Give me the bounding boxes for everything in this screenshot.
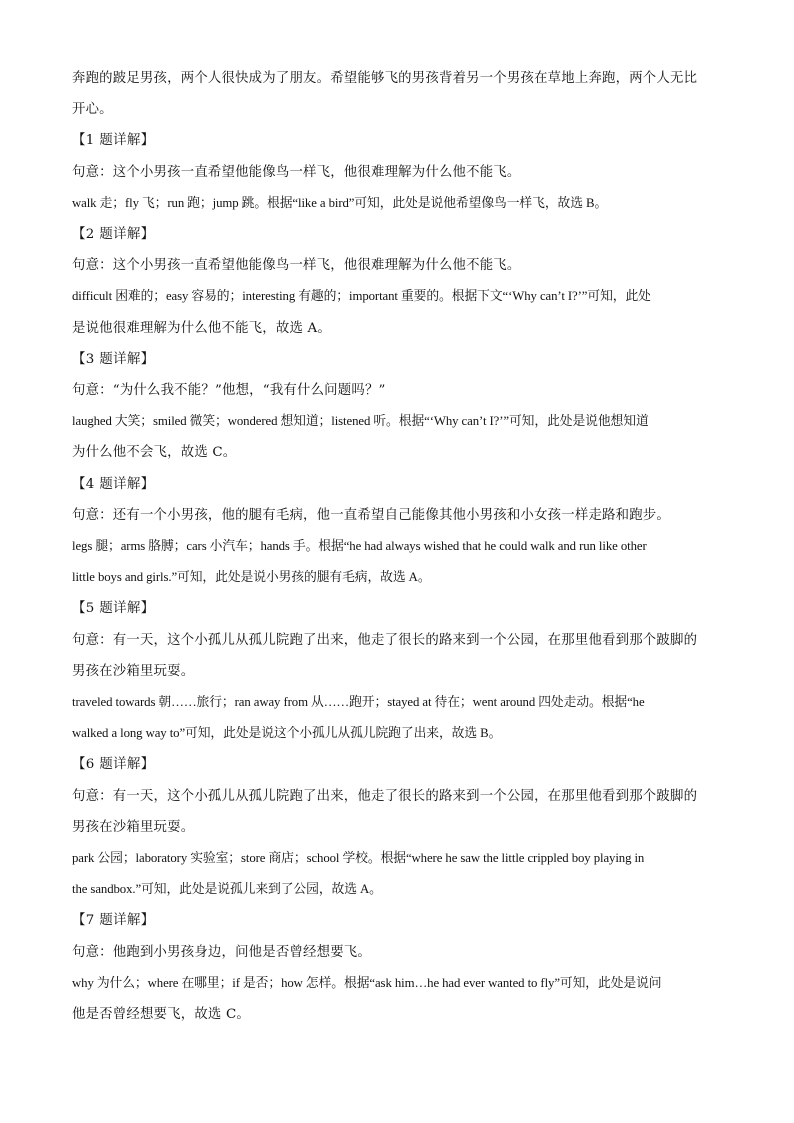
paragraph-line: traveled towards 朝……旅行；ran away from 从……跑开；stayed at 待在；went around 四处走动。根据“he xyxy=(72,695,645,710)
paragraph-line: laughed 大笑；smiled 微笑；wondered 想知道；listened 听。根据“‘Why can’t I?’”可知，此处是说他想知道 xyxy=(72,414,649,429)
paragraph-line: 奔跑的跛足男孩，两个人很快成为了朋友。希望能够飞的男孩背着另一个男孩在草地上奔跑，两个人无比 xyxy=(72,71,698,86)
document-page xyxy=(72,63,722,1030)
paragraph-line: walked a long way to”可知，此处是说这个小孤儿从孤儿院跑了出来，故选 B。 xyxy=(72,726,502,741)
question-heading: 【5 题详解】 xyxy=(72,601,155,617)
paragraph-line: legs 腿；arms 胳膊；cars 小汽车；hands 手。根据“he had always wished that he could walk and run like other xyxy=(72,539,647,554)
paragraph-line: walk 走；fly 飞；run 跑；jump 跳。根据“like a bird”可知，此处是说他希望像鸟一样飞，故选 B。 xyxy=(72,195,608,210)
paragraph-line: difficult 困难的；easy 容易的；interesting 有趣的；important 重要的。根据下文“‘Why can’t I?’”可知，此处 xyxy=(72,289,651,304)
paragraph-line: 句意：“为什么我不能？”他想，“我有什么问题吗？” xyxy=(72,383,386,399)
paragraph-line: why 为什么；where 在哪里；if 是否；how 怎样。根据“ask him…he had ever wanted to fly”可知，此处是说问 xyxy=(72,975,662,990)
paragraph-line: 句意：有一天，这个小孤儿从孤儿院跑了出来，他走了很长的路来到一个公园，在那里他看到那个跛脚的 xyxy=(72,632,698,648)
paragraph-line: 句意：这个小男孩一直希望他能像鸟一样飞，他很难理解为什么他不能飞。 xyxy=(72,258,521,274)
paragraph-line: 句意：这个小男孩一直希望他能像鸟一样飞，他很难理解为什么他不能飞。 xyxy=(72,164,521,180)
question-heading: 【2 题详解】 xyxy=(72,227,155,243)
paragraph-line: 句意：还有一个小男孩，他的腿有毛病，他一直希望自己能像其他小男孩和小女孩一样走路和跑步。 xyxy=(72,507,670,523)
paragraph-line: 句意：有一天，这个小孤儿从孤儿院跑了出来，他走了很长的路来到一个公园，在那里他看到那个跛脚的 xyxy=(72,788,698,804)
paragraph-line: 为什么他不会飞，故选 C。 xyxy=(72,445,237,461)
paragraph-line: park 公园；laboratory 实验室；store 商店；school 学校。根据“where he saw the little crippled boy playing in xyxy=(72,851,645,866)
paragraph-line: 是说他很难理解为什么他不能飞，故选 A。 xyxy=(72,320,331,336)
paragraph-line: 男孩在沙箱里玩耍。 xyxy=(72,819,195,835)
paragraph-line: little boys and girls.”可知，此处是说小男孩的腿有毛病，故选 A。 xyxy=(72,570,431,585)
question-heading: 【3 题详解】 xyxy=(72,351,155,367)
question-heading: 【7 题详解】 xyxy=(72,913,155,929)
paragraph-line: 男孩在沙箱里玩耍。 xyxy=(72,663,195,679)
paragraph-line: 他是否曾经想要飞，故选 C。 xyxy=(72,1007,250,1023)
paragraph-line: 句意：他跑到小男孩身边，问他是否曾经想要飞。 xyxy=(72,944,371,960)
question-heading: 【6 题详解】 xyxy=(72,757,155,773)
paragraph-line: the sandbox.”可知，此处是说孤儿来到了公园，故选 A。 xyxy=(72,882,382,897)
paragraph-line: 开心。 xyxy=(72,102,113,118)
question-heading: 【4 题详解】 xyxy=(72,476,155,492)
question-heading: 【1 题详解】 xyxy=(72,133,155,149)
